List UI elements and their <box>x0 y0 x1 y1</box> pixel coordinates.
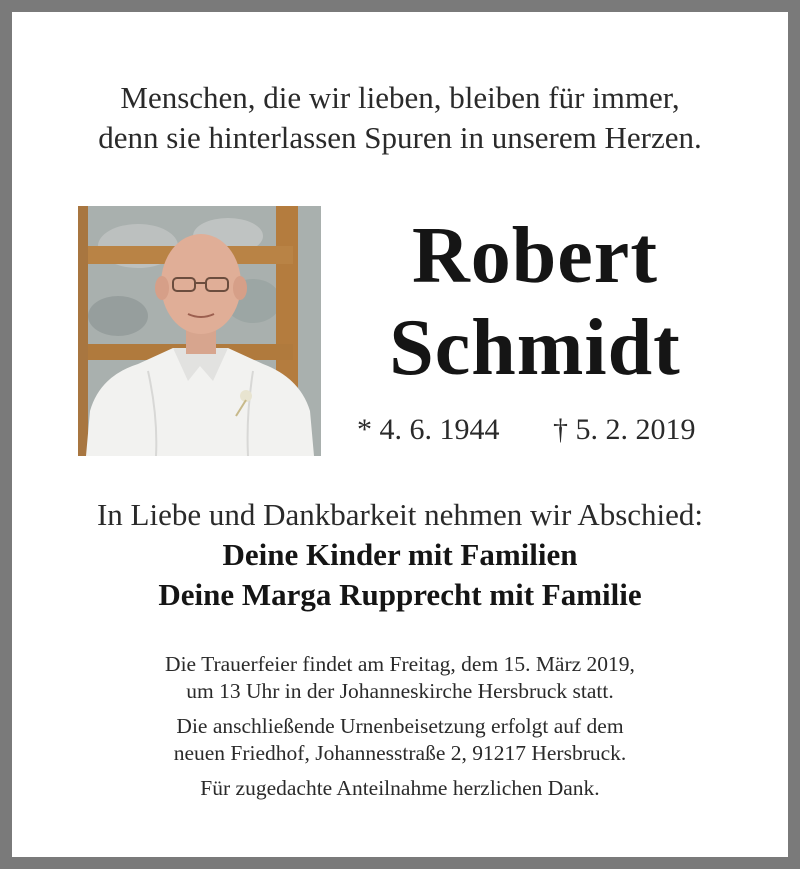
thanks-line: Für zugedachte Anteilnahme herzlichen Dank. <box>200 776 600 800</box>
birth-date: * 4. 6. 1944 <box>357 413 500 446</box>
mourners-line-1: Deine Kinder mit Familien <box>222 537 578 572</box>
farewell-intro: In Liebe und Dankbarkeit nehmen wir Abschied: <box>96 497 704 532</box>
service-line-2: um 13 Uhr in der Johanneskirche Hersbruck statt. <box>186 679 614 703</box>
burial-line-1: Die anschließende Urnenbeisetzung erfolgt auf dem <box>176 714 624 738</box>
quote-line-2: denn sie hinterlassen Spuren in unserem Herzen. <box>98 120 702 155</box>
death-date: † 5. 2. 2019 <box>553 413 696 446</box>
last-name: Schmidt <box>389 304 681 392</box>
memorial-quote <box>0 78 800 158</box>
service-line-1: Die Trauerfeier findet am Freitag, dem 15. März 2019, <box>165 652 635 676</box>
service-info <box>0 651 800 802</box>
quote-line-1: Menschen, die wir lieben, bleiben für immer, <box>120 80 680 115</box>
farewell-section <box>0 495 800 615</box>
first-name: Robert <box>412 212 658 300</box>
mourners-line-2: Deine Marga Rupprecht mit Familie <box>158 577 642 612</box>
portrait-photo <box>78 206 321 456</box>
burial-line-2: neuen Friedhof, Johannesstraße 2, 91217 Hersbruck. <box>173 741 627 765</box>
deceased-name <box>335 210 735 394</box>
